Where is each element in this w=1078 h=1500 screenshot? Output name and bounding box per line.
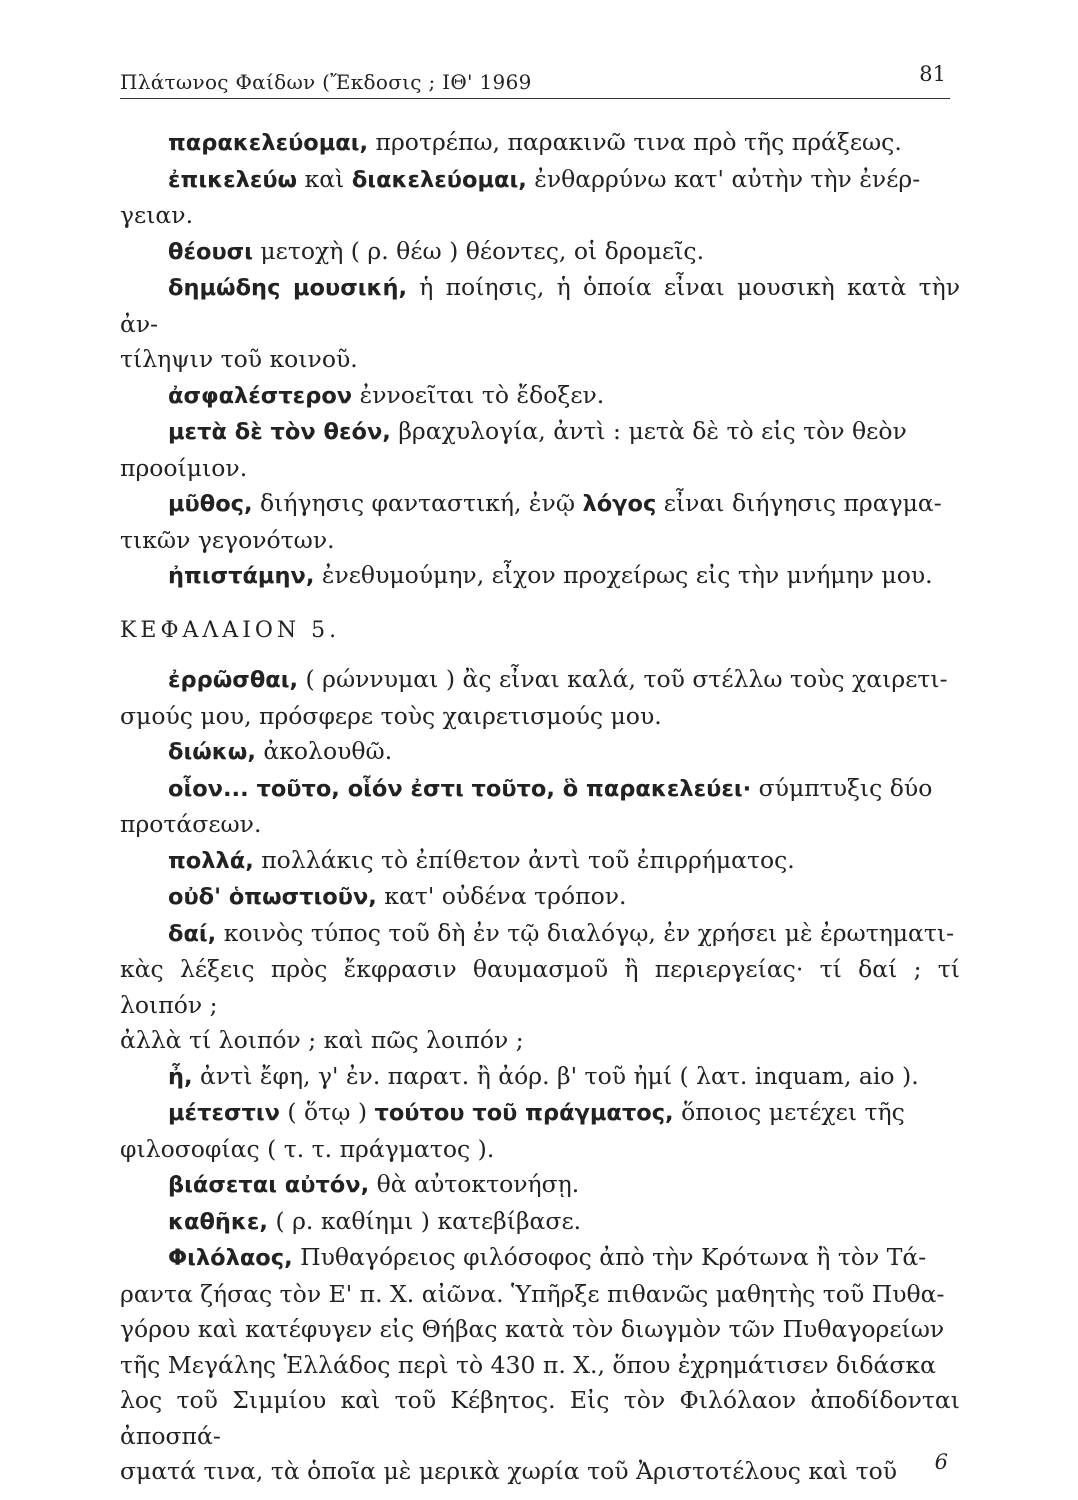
entry-text: ἐνεθυμούμην, εἶχον προχείρως εἰς τὴν μνήμην μου. [314, 561, 933, 589]
entry-term: διακελεύομαι, [351, 166, 527, 193]
entry-term: δαί, [168, 920, 217, 947]
entry-continuation: φιλοσοφίας ( τ. τ. πράγματος ). [120, 1134, 495, 1163]
glossary-entry [120, 378, 960, 415]
glossary-entry [120, 734, 960, 771]
entry-continuation: τίληψιν τοῦ κοινοῦ. [120, 345, 358, 373]
entry-text: ἀντὶ ἔφη, γ' ἐν. παρατ. ἢ ἀόρ. β' τοῦ ἠμί ( λατ. inquam, aio ). [192, 1061, 919, 1090]
page-number: 81 [919, 62, 946, 86]
entry-term: μετὰ δὲ τὸν θεόν, [168, 419, 391, 445]
entry-term: οὐδ' ὁπωστιοῦν, [168, 884, 377, 910]
chapter-heading: ΚΕΦΑΛΑΙΟΝ 5. [120, 617, 341, 643]
glossary-entry [120, 486, 960, 523]
entry-term: μέτεστιν [168, 1100, 280, 1126]
glossary-entry [120, 162, 960, 199]
glossary-entry [120, 1167, 960, 1204]
entry-text: διήγησις φανταστική, ἐνῷ [252, 489, 583, 517]
glossary-entry [120, 771, 960, 808]
glossary-entry [120, 414, 960, 451]
entry-term: ἦ, [168, 1063, 193, 1090]
entry-term: ἀσφαλέστερον [168, 382, 353, 409]
entry-term: ἐπικελεύω [168, 166, 298, 193]
glossary-entry [120, 270, 960, 342]
entry-term: δημώδης μουσική, [168, 275, 408, 301]
entry-continuation: τῆς Μεγάλης Ἑλλάδος περὶ τὸ 430 π. Χ., ὅπου ἐχρημάτισεν διδάσκα [120, 1350, 936, 1379]
entry-text: προτρέπω, παρακινῶ τινα πρὸ τῆς πράξεως. [368, 128, 902, 156]
entry-term: ἠπιστάμην, [168, 563, 315, 589]
glossary-entry [120, 558, 960, 595]
glossary-entry [120, 916, 960, 953]
entry-term: οἷον... τοῦτο, οἷόν ἐστι τοῦτο, ὃ παρακελεύει· [168, 775, 752, 802]
entry-continuation: προοίμιον. [120, 453, 248, 482]
entry-term: πολλά, [168, 847, 254, 874]
running-title: Πλάτωνος Φαίδων (Ἔκδοσις ; ΙΘ' 1969 [120, 70, 532, 94]
entry-text: κατ' οὐδένα τρόπον. [376, 882, 627, 910]
entry-text: ( ρώννυμαι ) ἂς εἶναι καλά, τοῦ στέλλω τοὺς χαιρετι- [298, 665, 948, 693]
entry-continuation: γειαν. [120, 201, 194, 229]
entry-continuation: λος τοῦ Σιμμίου καὶ τοῦ Κέβητος. Εἰς τὸν Φιλόλαον ἀποδίδονται ἀποσπά- [120, 1386, 960, 1450]
entry-text: ἐννοεῖται τὸ ἔδοξεν. [352, 380, 605, 409]
glossary-entry [120, 1095, 960, 1132]
entry-text: Πυθαγόρειος φιλόσοφος ἀπὸ τὴν Κρότωνα ἢ τὸν Τά- [292, 1243, 927, 1271]
glossary-entry [120, 1204, 960, 1241]
glossary-entry [120, 125, 960, 162]
entry-term: λόγος [582, 491, 657, 517]
entry-continuation: σμούς μου, πρόσφερε τοὺς χαιρετισμούς μου. [120, 701, 662, 730]
entry-term: παρακελεύομαι, [168, 130, 369, 156]
entry-text: κοινὸς τύπος τοῦ δὴ ἐν τῷ διαλόγῳ, ἐν χρήσει μὲ ἐρωτηματι- [216, 918, 955, 947]
entry-term: ἐρρῶσθαι, [168, 667, 299, 693]
entry-text: καὶ [297, 164, 352, 193]
entry-text: ὅποιος μετέχει τῆς [673, 1098, 905, 1126]
entry-text: ἡ ποίησις, ἡ ὁποία εἶναι μουσικὴ κατὰ τὴν ἀν- [120, 273, 960, 338]
entry-term: διώκω, [168, 739, 256, 765]
entry-term: θέουσι [168, 238, 253, 265]
entry-term: καθῆκε, [168, 1208, 268, 1235]
entry-text: ἐνθαρρύνω κατ' αὐτὴν τὴν ἐνέρ- [526, 164, 921, 193]
entry-term: Φιλόλαος, [168, 1245, 293, 1271]
entry-text: ( ρ. καθίημι ) κατεβίβασε. [267, 1206, 582, 1235]
entry-continuation: ἀλλὰ τί λοιπόν ; καὶ πῶς λοιπόν ; [120, 1026, 524, 1054]
entry-term: βιάσεται αὐτόν, [168, 1172, 370, 1198]
entry-continuation: τικῶν γεγονότων. [120, 525, 335, 554]
glossary-entry [120, 843, 960, 880]
glossary-entry [120, 1059, 960, 1096]
entry-continuation: γόρου καὶ κατέφυγεν εἰς Θήβας κατὰ τὸν διωγμὸν τῶν Πυθαγορείων [120, 1315, 945, 1343]
entry-text: ( ὅτῳ ) [279, 1098, 375, 1126]
entry-continuation: προτάσεων. [120, 810, 262, 838]
entry-continuation: σματά τινα, τὰ ὁποῖα μὲ μερικὰ χωρία τοῦ Ἀριστοτέλους καὶ τοῦ [120, 1457, 898, 1485]
running-header [120, 62, 950, 99]
glossary-entry [120, 1240, 960, 1277]
entry-term: τούτου τοῦ πράγματος, [374, 1100, 674, 1126]
entry-text: βραχυλογία, ἀντὶ : μετὰ δὲ τὸ εἰς τὸν θεὸν [390, 417, 907, 445]
entry-continuation: ραντα ζήσας τὸν Ε' π. Χ. αἰῶνα. Ὑπῆρξε πιθανῶς μαθητὴς τοῦ Πυθα- [120, 1279, 945, 1308]
page-body [120, 125, 960, 1490]
glossary-entry [120, 662, 960, 699]
glossary-entry [120, 234, 960, 271]
entry-text: σύμπτυξις δύο [751, 773, 933, 802]
entry-continuation: κὰς λέξεις πρὸς ἔκφρασιν θαυμασμοῦ ἢ περιεργείας· τί δαί ; τί λοιπόν ; [120, 955, 960, 1019]
entry-term: μῦθος, [168, 491, 253, 517]
entry-text: μετοχὴ ( ρ. θέω ) θέοντες, οἱ δρομεῖς. [252, 236, 705, 265]
entry-text: ἀκολουθῶ. [255, 737, 393, 765]
glossary-entry [120, 879, 960, 916]
signature-mark: 6 [934, 1450, 948, 1474]
entry-text: θὰ αὐτοκτονήσῃ. [369, 1170, 580, 1198]
entry-text: εἶναι διήγησις πραγμα- [656, 489, 942, 517]
entry-text: πολλάκις τὸ ἐπίθετον ἀντὶ τοῦ ἐπιρρήματος. [253, 845, 795, 874]
